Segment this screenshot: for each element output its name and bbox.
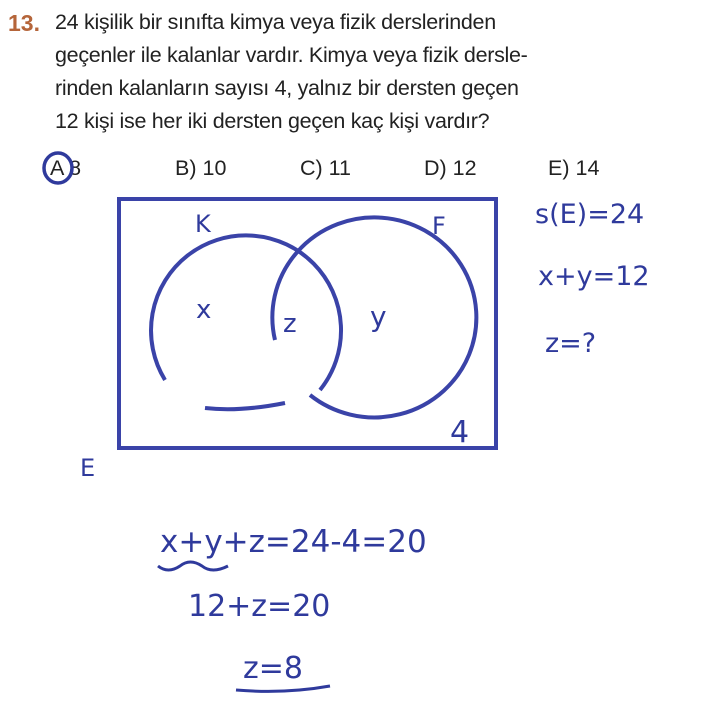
- answer-circle: [44, 153, 72, 183]
- option-value: 11: [328, 156, 351, 180]
- option-letter: A: [50, 156, 64, 180]
- question-number: 13.: [8, 10, 40, 36]
- question-line-3: rinden kalanların sayısı 4, yalnız bir dersten geçen: [55, 76, 519, 100]
- question-line-1: 24 kişilik bir sınıfta kimya veya fizik derslerinden: [55, 10, 496, 34]
- solution-2: 12+z=20: [188, 589, 331, 624]
- solution-3: z=8: [243, 651, 303, 686]
- answer-underline: [236, 686, 330, 691]
- venn-circle-k-bottom: [205, 403, 285, 409]
- squiggle-underline: [158, 562, 228, 570]
- label-f: F: [432, 212, 446, 240]
- outside-count: 4: [450, 415, 470, 450]
- option-value: 8: [69, 156, 82, 180]
- question-line-2: geçenler ile kalanlar vardır. Kimya veya fizik dersle-: [55, 43, 528, 67]
- label-k: K: [195, 210, 211, 238]
- option-letter: D): [424, 156, 447, 180]
- option-letter: E): [548, 156, 570, 180]
- option-value: 10: [202, 156, 227, 180]
- option-letter: C): [300, 156, 323, 180]
- solution-1: x+y+z=24-4=20: [160, 524, 427, 560]
- given-1: s(E)=24: [535, 199, 645, 230]
- given-3: z=?: [545, 328, 597, 359]
- question-line-4: 12 kişi ise her iki dersten geçen kaç kişi vardır?: [55, 109, 490, 133]
- option-letter: B): [175, 156, 197, 180]
- region-z: z: [283, 309, 297, 339]
- venn-circle-k: [151, 235, 341, 390]
- region-x: x: [196, 295, 212, 325]
- given-2: x+y=12: [538, 261, 650, 292]
- region-y: y: [370, 300, 387, 333]
- option-value: 12: [452, 156, 477, 180]
- option-value: 14: [575, 156, 600, 180]
- label-e: E: [80, 454, 96, 482]
